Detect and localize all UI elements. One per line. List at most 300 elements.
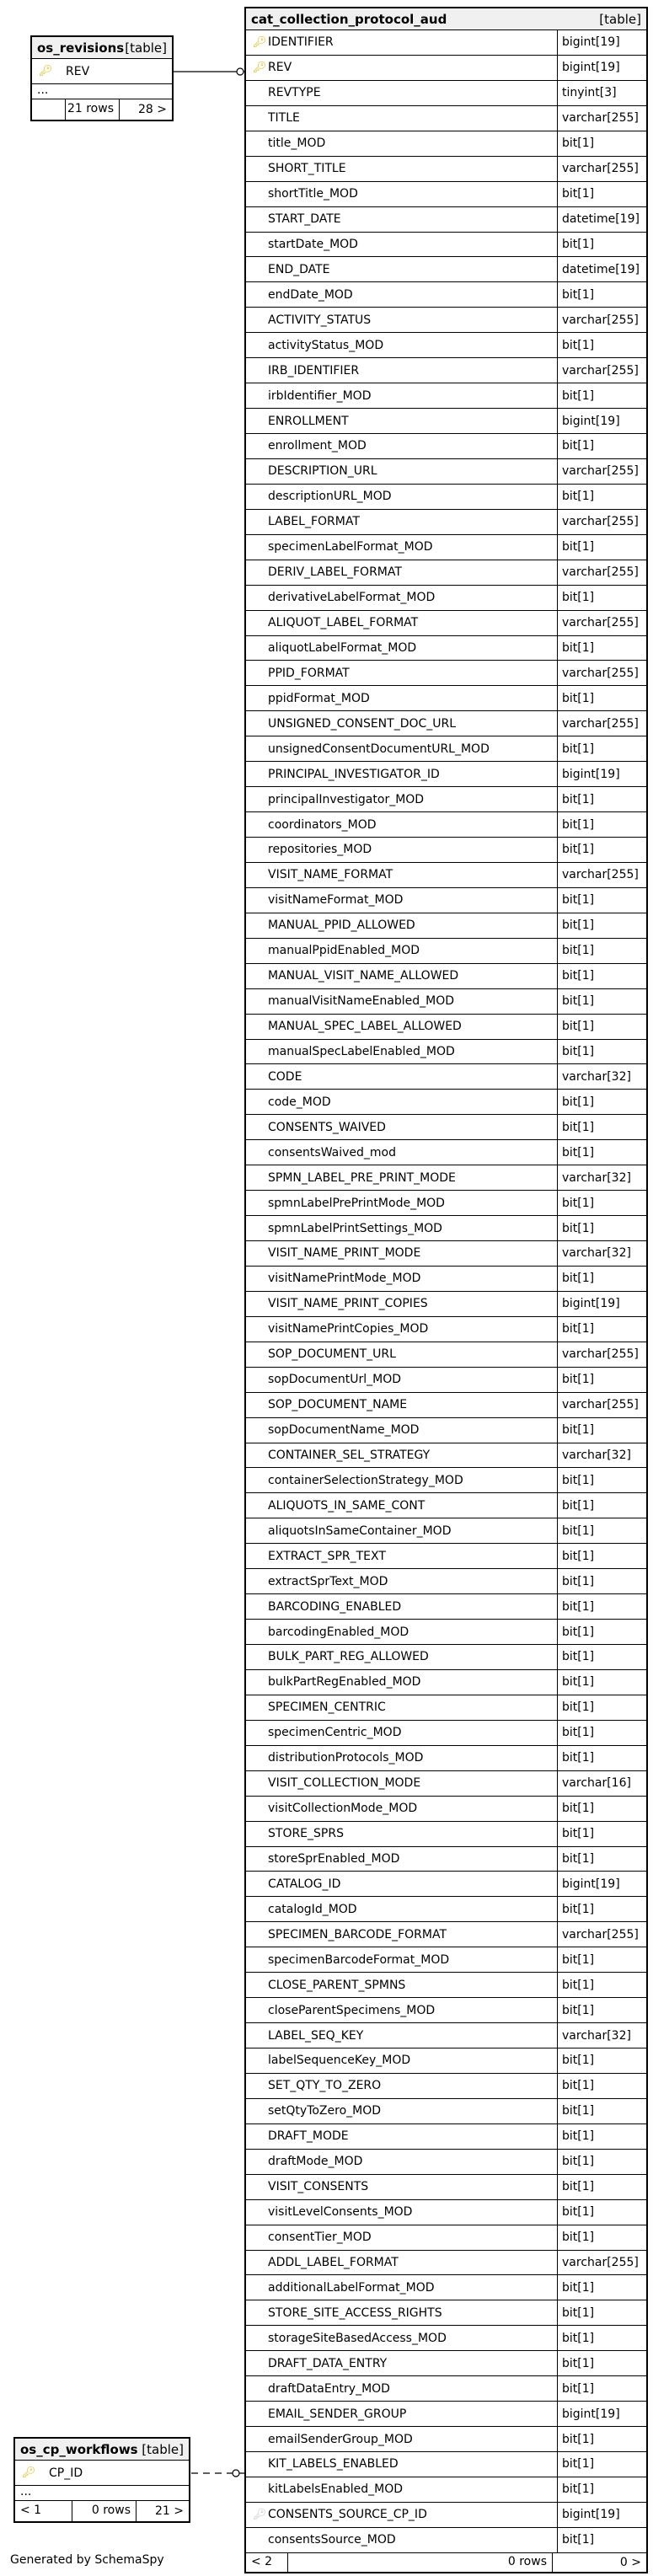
column-type: bigint[19] (562, 61, 620, 75)
table-row[interactable] (246, 2124, 646, 2150)
table-row[interactable] (246, 1746, 646, 1771)
column-type: bit[1] (562, 1322, 595, 1336)
column-name: catalogId_MOD (268, 1902, 357, 1916)
column-name-cell (246, 2402, 558, 2426)
column-name: SPMN_LABEL_PRE_PRINT_MODE (268, 1170, 456, 1185)
column-name: emailSenderGroup_MOD (268, 2432, 413, 2446)
table-row[interactable] (246, 1695, 646, 1721)
column-name: endDate_MOD (268, 287, 353, 302)
column-type: varchar[255] (562, 111, 639, 126)
table-row[interactable] (246, 333, 646, 358)
column-type: bit[1] (562, 1726, 595, 1740)
table-row[interactable] (246, 711, 646, 736)
column-name-cell (246, 510, 558, 534)
table-row[interactable] (246, 586, 646, 611)
column-name-cell (246, 2023, 558, 2048)
column-name: consentsWaived_mod (268, 1145, 396, 1159)
table-row[interactable] (246, 1443, 646, 1469)
table-row[interactable] (246, 1191, 646, 1216)
table-row[interactable] (246, 1973, 646, 1998)
table-row[interactable] (246, 207, 646, 233)
column-name: IDENTIFIER (268, 35, 334, 50)
column-type: bit[1] (562, 1020, 595, 1034)
column-name-cell (246, 2503, 558, 2527)
table-row[interactable] (246, 762, 646, 787)
column-type: bigint[19] (562, 1877, 620, 1891)
column-name-cell (246, 1721, 558, 1745)
column-name-cell (246, 358, 558, 383)
column-name: PRINCIPAL_INVESTIGATOR_ID (268, 767, 440, 781)
column-type: bit[1] (562, 490, 595, 504)
column-name-cell (246, 2048, 558, 2073)
key-icon: 🔑︎ (38, 65, 53, 78)
column-name-cell (246, 1292, 558, 1316)
column-name-cell (246, 1241, 558, 1266)
table-tag: [table] (142, 2441, 184, 2457)
column-name-cell (246, 1393, 558, 1417)
column-name-cell (246, 2251, 558, 2275)
table-row[interactable] (246, 282, 646, 308)
column-type: bit[1] (562, 2129, 595, 2144)
column-type: varchar[255] (562, 868, 639, 882)
footer-right: 21 > (155, 2504, 184, 2518)
table-row[interactable] (246, 787, 646, 812)
table-row[interactable] (246, 1822, 646, 1847)
column-name-cell (246, 1317, 558, 1342)
column-name: ADDL_LABEL_FORMAT (268, 2255, 399, 2269)
column-name-cell (246, 1594, 558, 1619)
more-columns: ... (32, 84, 172, 99)
column-name: sopDocumentUrl_MOD (268, 1373, 402, 1387)
table-row[interactable] (246, 1544, 646, 1569)
rev-connector-end (237, 68, 244, 75)
column-name-cell (246, 157, 558, 181)
column-name: CLOSE_PARENT_SPMNS (268, 1978, 406, 1992)
table-row[interactable] (246, 2402, 646, 2427)
column-name: repositories_MOD (268, 843, 372, 857)
column-name-cell (246, 939, 558, 963)
column-name: storeSprEnabled_MOD (268, 1851, 400, 1866)
column-name-cell (246, 1191, 558, 1215)
column-type: bit[1] (562, 1221, 595, 1235)
table-row[interactable] (246, 2376, 646, 2402)
column-name: manualVisitNameEnabled_MOD (268, 994, 455, 1009)
table-row[interactable] (246, 2503, 646, 2528)
column-name-cell (246, 1040, 558, 1064)
column-name-cell (246, 661, 558, 685)
column-type: varchar[16] (562, 1776, 631, 1791)
table-row[interactable] (246, 964, 646, 989)
column-name-cell (246, 434, 558, 458)
table-row[interactable] (246, 2074, 646, 2099)
column-name: title_MOD (268, 137, 326, 151)
column-name-cell (246, 1015, 558, 1039)
column-type: bit[1] (562, 1650, 595, 1664)
column-name: CONTAINER_SEL_STRATEGY (268, 1448, 431, 1462)
column-type: bit[1] (562, 1978, 595, 1992)
table-row[interactable] (246, 1847, 646, 1872)
column-name: SPECIMEN_CENTRIC (268, 1700, 386, 1715)
column-name: STORE_SPRS (268, 1827, 344, 1841)
column-type: bit[1] (562, 2381, 595, 2396)
column-name: ppidFormat_MOD (268, 691, 370, 705)
column-name-cell (246, 459, 558, 484)
column-name-cell (246, 2150, 558, 2174)
column-name-cell (246, 560, 558, 585)
table-row[interactable] (246, 812, 646, 838)
table-row[interactable] (246, 459, 646, 485)
column-name: REVTYPE (268, 86, 321, 100)
column-name: MANUAL_PPID_ALLOWED (268, 918, 415, 933)
table-row[interactable] (246, 30, 646, 56)
column-type: bit[1] (562, 843, 595, 857)
column-name: ACTIVITY_STATUS (268, 313, 372, 327)
cat-collection-protocol-aud-table[interactable] (244, 7, 648, 2573)
column-name: distributionProtocols_MOD (268, 1751, 424, 1765)
column-type: varchar[255] (562, 716, 639, 731)
table-row[interactable] (246, 2200, 646, 2225)
column-name-cell (246, 2099, 558, 2123)
column-list (246, 30, 646, 2553)
column-name: visitCollectionMode_MOD (268, 1802, 418, 1816)
table-row[interactable] (246, 1216, 646, 1241)
column-type: bit[1] (562, 591, 595, 605)
column-type: bit[1] (562, 1599, 595, 1614)
column-name: manualPpidEnabled_MOD (268, 944, 420, 958)
table-row[interactable] (246, 939, 646, 964)
table-row[interactable] (246, 1241, 646, 1267)
column-type: bit[1] (562, 1574, 595, 1588)
column-name: SHORT_TITLE (268, 162, 346, 176)
column-type: bit[1] (562, 1524, 595, 1538)
table-row[interactable] (246, 736, 646, 762)
column-name: VISIT_NAME_FORMAT (268, 868, 393, 882)
table-row[interactable] (246, 1645, 646, 1670)
column-name: labelSequenceKey_MOD (268, 2054, 411, 2068)
table-row[interactable] (246, 1922, 646, 1947)
column-name-cell (246, 1216, 558, 1240)
column-name-cell (246, 2275, 558, 2300)
table-row[interactable] (246, 1064, 646, 1090)
column-type: bit[1] (562, 742, 595, 756)
table-row[interactable] (246, 1594, 646, 1620)
table-row[interactable] (246, 636, 646, 661)
column-type: bigint[19] (562, 767, 620, 781)
column-type: bit[1] (562, 1145, 595, 1159)
column-type: bit[1] (562, 2432, 595, 2446)
table-row[interactable] (246, 233, 646, 258)
table-row[interactable] (246, 106, 646, 131)
table-row[interactable] (246, 1317, 646, 1342)
column-type: bit[1] (562, 388, 595, 403)
table-row[interactable] (246, 2351, 646, 2376)
column-name: unsignedConsentDocumentURL_MOD (268, 742, 490, 756)
column-type: bit[1] (562, 1802, 595, 1816)
os-cp-workflows-table[interactable] (13, 2437, 190, 2523)
column-name: LABEL_FORMAT (268, 515, 360, 529)
column-name-cell (246, 2452, 558, 2477)
column-name: setQtyToZero_MOD (268, 2104, 382, 2118)
column-type: bit[1] (562, 893, 595, 908)
table-row[interactable] (246, 913, 646, 939)
table-row[interactable] (246, 1165, 646, 1191)
column-type: bit[1] (562, 540, 595, 554)
column-type: bit[1] (562, 2104, 595, 2118)
column-name-cell (246, 2477, 558, 2502)
column-name-cell (246, 1620, 558, 1644)
column-name-cell (246, 2175, 558, 2199)
table-row[interactable] (246, 2452, 646, 2477)
column-name-cell (246, 888, 558, 913)
column-type: bit[1] (562, 1700, 595, 1715)
column-name-cell (246, 257, 558, 281)
column-type: bit[1] (562, 2180, 595, 2194)
table-footer (32, 99, 172, 120)
column-name: CP_ID (49, 2466, 83, 2480)
table-row[interactable] (246, 1267, 646, 1292)
column-name: REV (268, 61, 292, 75)
column-type: varchar[255] (562, 1347, 639, 1362)
table-row[interactable] (246, 1140, 646, 1165)
table-row[interactable] (246, 1872, 646, 1897)
column-name: closeParentSpecimens_MOD (268, 2003, 436, 2017)
column-name-cell (246, 2528, 558, 2552)
column-type: varchar[32] (562, 1448, 631, 1462)
column-type: bit[1] (562, 2231, 595, 2245)
column-name-cell (246, 81, 558, 105)
table-row[interactable] (246, 1569, 646, 1594)
table-row[interactable] (246, 838, 646, 863)
table-row[interactable] (246, 1393, 646, 1418)
table-row[interactable] (246, 1797, 646, 1822)
table-header (15, 2439, 189, 2461)
footer-right: 0 > (619, 2555, 641, 2569)
column-name: specimenBarcodeFormat_MOD (268, 1952, 450, 1967)
column-type: bit[1] (562, 2155, 595, 2169)
column-type: bigint[19] (562, 2508, 620, 2522)
column-name-cell (246, 2427, 558, 2451)
column-name: VISIT_CONSENTS (268, 2180, 369, 2194)
table-row[interactable] (246, 1468, 646, 1493)
column-name: aliquotsInSameContainer_MOD (268, 1524, 452, 1538)
table-row[interactable] (246, 2326, 646, 2351)
table-row[interactable] (246, 434, 646, 459)
table-row[interactable] (246, 2528, 646, 2553)
table-row[interactable] (246, 182, 646, 207)
os-revisions-table[interactable] (30, 35, 174, 121)
table-row[interactable] (246, 2099, 646, 2124)
table-row[interactable] (246, 257, 646, 282)
column-name-cell (246, 182, 558, 206)
column-name-cell (246, 1922, 558, 1947)
column-name-cell (246, 1771, 558, 1796)
table-row[interactable] (246, 1015, 646, 1040)
column-name-cell (246, 1267, 558, 1291)
table-row[interactable] (246, 1897, 646, 1922)
table-name: cat_collection_protocol_aud (251, 11, 447, 27)
table-row[interactable] (246, 989, 646, 1015)
column-type: bit[1] (562, 137, 595, 151)
table-row[interactable] (246, 1771, 646, 1797)
footer-right: 28 > (138, 103, 167, 116)
table-row[interactable] (246, 358, 646, 383)
table-row[interactable] (246, 1368, 646, 1393)
table-row[interactable] (246, 2150, 646, 2175)
column-type: varchar[32] (562, 1069, 631, 1084)
table-row[interactable] (32, 59, 172, 84)
column-name: SOP_DOCUMENT_NAME (268, 1398, 408, 1412)
table-row[interactable] (246, 2048, 646, 2074)
column-name: START_DATE (268, 212, 341, 227)
column-type: varchar[255] (562, 464, 639, 479)
column-name-cell (246, 1443, 558, 1468)
column-name: bulkPartRegEnabled_MOD (268, 1675, 421, 1690)
column-type: bigint[19] (562, 2407, 620, 2421)
column-name: BARCODING_ENABLED (268, 1599, 402, 1614)
table-row[interactable] (246, 510, 646, 535)
table-row[interactable] (246, 1518, 646, 1544)
table-name: os_cp_workflows (20, 2441, 138, 2457)
column-name: enrollment_MOD (268, 439, 367, 453)
column-type: bit[1] (562, 237, 595, 251)
column-name: storageSiteBasedAccess_MOD (268, 2331, 447, 2345)
table-row[interactable] (246, 2275, 646, 2300)
column-name-cell (246, 1368, 558, 1392)
table-footer (246, 2553, 646, 2572)
column-name-cell (246, 1847, 558, 1872)
table-row[interactable] (246, 661, 646, 686)
column-type: bit[1] (562, 944, 595, 958)
table-row[interactable] (246, 535, 646, 560)
column-name-cell (246, 1973, 558, 1997)
column-name: startDate_MOD (268, 237, 358, 251)
column-name: kitLabelsEnabled_MOD (268, 2482, 404, 2497)
table-row[interactable] (246, 383, 646, 409)
column-type: varchar[255] (562, 1927, 639, 1941)
table-row[interactable] (246, 1947, 646, 1973)
column-type: bit[1] (562, 1952, 595, 1967)
column-type: varchar[255] (562, 1398, 639, 1412)
table-row[interactable] (246, 611, 646, 636)
table-row[interactable] (246, 1115, 646, 1140)
column-name-cell (246, 1544, 558, 1568)
column-name: principalInvestigator_MOD (268, 792, 425, 806)
column-name: visitLevelConsents_MOD (268, 2205, 413, 2220)
column-type: bit[1] (562, 2205, 595, 2220)
table-row[interactable] (246, 1418, 646, 1443)
table-row[interactable] (246, 1620, 646, 1645)
column-name-cell (246, 308, 558, 332)
column-name-cell (246, 1140, 558, 1165)
table-row[interactable] (246, 1090, 646, 1115)
column-type: bit[1] (562, 817, 595, 832)
table-row[interactable] (246, 1493, 646, 1518)
column-type: varchar[255] (562, 565, 639, 580)
column-type: bit[1] (562, 2482, 595, 2497)
column-type: bit[1] (562, 792, 595, 806)
column-name-cell (246, 56, 558, 80)
column-name: additionalLabelFormat_MOD (268, 2280, 435, 2295)
column-name: ALIQUOTS_IN_SAME_CONT (268, 1498, 426, 1513)
column-name-cell (246, 838, 558, 862)
table-row[interactable] (246, 2251, 646, 2276)
column-name-cell (246, 1695, 558, 1720)
column-name: VISIT_NAME_PRINT_MODE (268, 1246, 421, 1261)
column-name: spmnLabelPrePrintMode_MOD (268, 1196, 445, 1210)
table-row[interactable] (246, 560, 646, 586)
column-type: bit[1] (562, 1473, 595, 1487)
column-name-cell (246, 409, 558, 433)
table-row[interactable] (246, 1040, 646, 1065)
table-row[interactable] (246, 2225, 646, 2251)
table-row[interactable] (246, 157, 646, 182)
table-row[interactable] (246, 409, 646, 434)
column-name-cell (246, 2376, 558, 2401)
table-row[interactable] (246, 1292, 646, 1317)
column-name-cell (246, 636, 558, 661)
generated-by-note: Generated by SchemaSpy (10, 2553, 164, 2567)
column-name-cell (246, 586, 558, 610)
column-type: varchar[255] (562, 666, 639, 680)
column-type: bit[1] (562, 2280, 595, 2295)
column-type: bit[1] (562, 1095, 595, 1109)
table-row[interactable] (246, 2300, 646, 2326)
table-row[interactable] (246, 1670, 646, 1695)
column-name-cell (246, 2326, 558, 2350)
cp-connector-end (233, 2470, 239, 2477)
table-row[interactable] (246, 2023, 646, 2048)
table-row[interactable] (246, 2175, 646, 2200)
column-name: irbIdentifier_MOD (268, 388, 372, 403)
table-row[interactable] (15, 2461, 189, 2486)
column-name-cell (246, 30, 558, 55)
column-name-cell (246, 913, 558, 938)
table-row[interactable] (246, 1721, 646, 1746)
table-header (32, 37, 172, 59)
column-type: varchar[255] (562, 363, 639, 378)
table-row[interactable] (246, 888, 646, 913)
table-row[interactable] (246, 686, 646, 711)
column-name: SET_QTY_TO_ZERO (268, 2079, 382, 2093)
column-type: bit[1] (562, 1044, 595, 1058)
table-row[interactable] (246, 56, 646, 81)
table-row[interactable] (246, 2427, 646, 2452)
table-row[interactable] (246, 863, 646, 888)
column-type: bit[1] (562, 2331, 595, 2345)
column-name-cell (246, 1645, 558, 1669)
table-row[interactable] (246, 1342, 646, 1368)
table-row[interactable] (246, 131, 646, 157)
column-name: DRAFT_MODE (268, 2129, 349, 2144)
column-type: bit[1] (562, 640, 595, 655)
column-type: bit[1] (562, 1549, 595, 1563)
column-type: varchar[255] (562, 162, 639, 176)
table-row[interactable] (246, 1998, 646, 2023)
column-name: DRAFT_DATA_ENTRY (268, 2356, 388, 2370)
table-tag: [table] (599, 11, 641, 27)
column-type: bit[1] (562, 2533, 595, 2547)
table-row[interactable] (246, 81, 646, 106)
table-row[interactable] (246, 308, 646, 333)
table-row[interactable] (246, 2477, 646, 2503)
column-name: spmnLabelPrintSettings_MOD (268, 1221, 442, 1235)
table-row[interactable] (246, 485, 646, 510)
column-type: bit[1] (562, 1902, 595, 1916)
column-type: bit[1] (562, 2054, 595, 2068)
column-name-cell (246, 863, 558, 887)
column-name-cell (246, 333, 558, 357)
column-type: bit[1] (562, 1625, 595, 1639)
